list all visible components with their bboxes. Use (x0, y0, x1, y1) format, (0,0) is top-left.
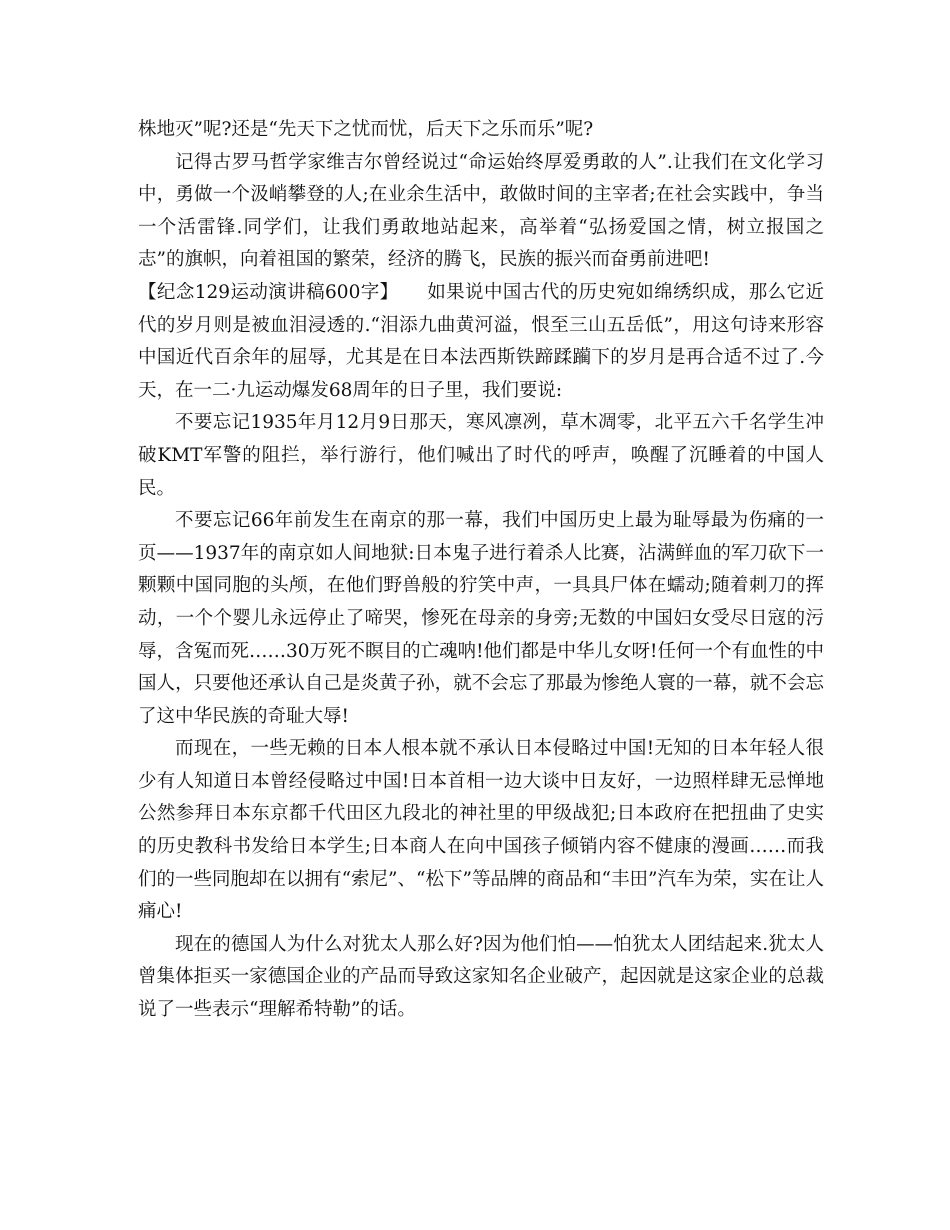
document-body (138, 114, 824, 1027)
heading-gap (389, 282, 427, 303)
section-heading: 【纪念129运动演讲稿600字】 (138, 281, 390, 303)
paragraph-speech-intro (138, 277, 824, 407)
paragraph-germany: 现在的德国人为什么对犹太人那么好?因为他们怕——怕犹太人团结起来.犹太人曾集体拒买一家德国企业的产品而导致这家知名企业破产，起因就是这家企业的总裁说了一些表示“理解希特勒”的话。 (138, 933, 824, 1021)
paragraph-nanjing: 不要忘记66年前发生在南京的那一幕，我们中国历史上最为耻辱最为伤痛的一页——1937年的南京如人间地狱:日本鬼子进行着杀人比赛，沾满鲜血的军刀砍下一颗颗中国同胞的头颅，在他们野兽般的狞笑中声，一具具尸体在蠕动;随着刺刀的挥动，一个个婴儿永远停止了啼哭，惨死在母亲的身旁;无数的中国妇女受尽日寇的污辱，含冤而死……30万死不瞑目的亡魂呐!他们都是中华儿女呀!任何一个有血性的中国人，只要他还承认自己是炎黄子孙，就不会忘了那最为惨绝人寰的一幕，就不会忘了这中华民族的奇耻大辱! (138, 510, 824, 727)
paragraph-continuation: 株地灭”呢?还是“先天下之忧而忧，后天下之乐而乐”呢? (138, 119, 594, 140)
paragraph-1935-protest: 不要忘记1935年月12月9日那天，寒风凛冽，草木凋零，北平五六千名学生冲破KMT军警的阻拦，举行游行，他们喊出了时代的呼声，唤醒了沉睡着的中国人民。 (138, 412, 824, 499)
paragraph-present-day: 而现在，一些无赖的日本人根本就不承认日本侵略过中国!无知的日本年轻人很少有人知道日本曾经侵略过中国!日本首相一边大谈中日友好，一边照样肆无忌惮地公然参拜日本东京都千代田区九段北的神社里的甲级战犯;日本政府在把扭曲了史实的历史教科书发给日本学生;日本商人在向中国孩子倾销内容不健康的漫画……而我们的一些同胞却在以拥有“索尼”、“松下”等品牌的商品和“丰田”汽车为荣，实在让人痛心! (138, 738, 824, 923)
paragraph-virgil-quote: 记得古罗马哲学家维吉尔曾经说过“命运始终厚爱勇敢的人”.让我们在文化学习中，勇做一个汲峭攀登的人;在业余生活中，敢做时间的主宰者;在社会实践中，争当一个活雷锋.同学们，让我们勇敢地站起来，高举着“弘扬爱国之情，树立报国之志”的旗帜，向着祖国的繁荣，经济的腾飞，民族的振兴而奋勇前进吧! (138, 151, 824, 271)
paragraph-speech-intro-text: 如果说中国古代的历史宛如绵绣织成，那么它近代的岁月则是被血泪浸透的.“泪添九曲黄河溢，恨至三山五岳低”，用这句诗来形容中国近代百余年的屈辱，尤其是在日本法西斯铁蹄蹂躏下的岁月是再合适不过了.今天，在一二·九运动爆发68周年的日子里，我们要说: (138, 281, 824, 401)
